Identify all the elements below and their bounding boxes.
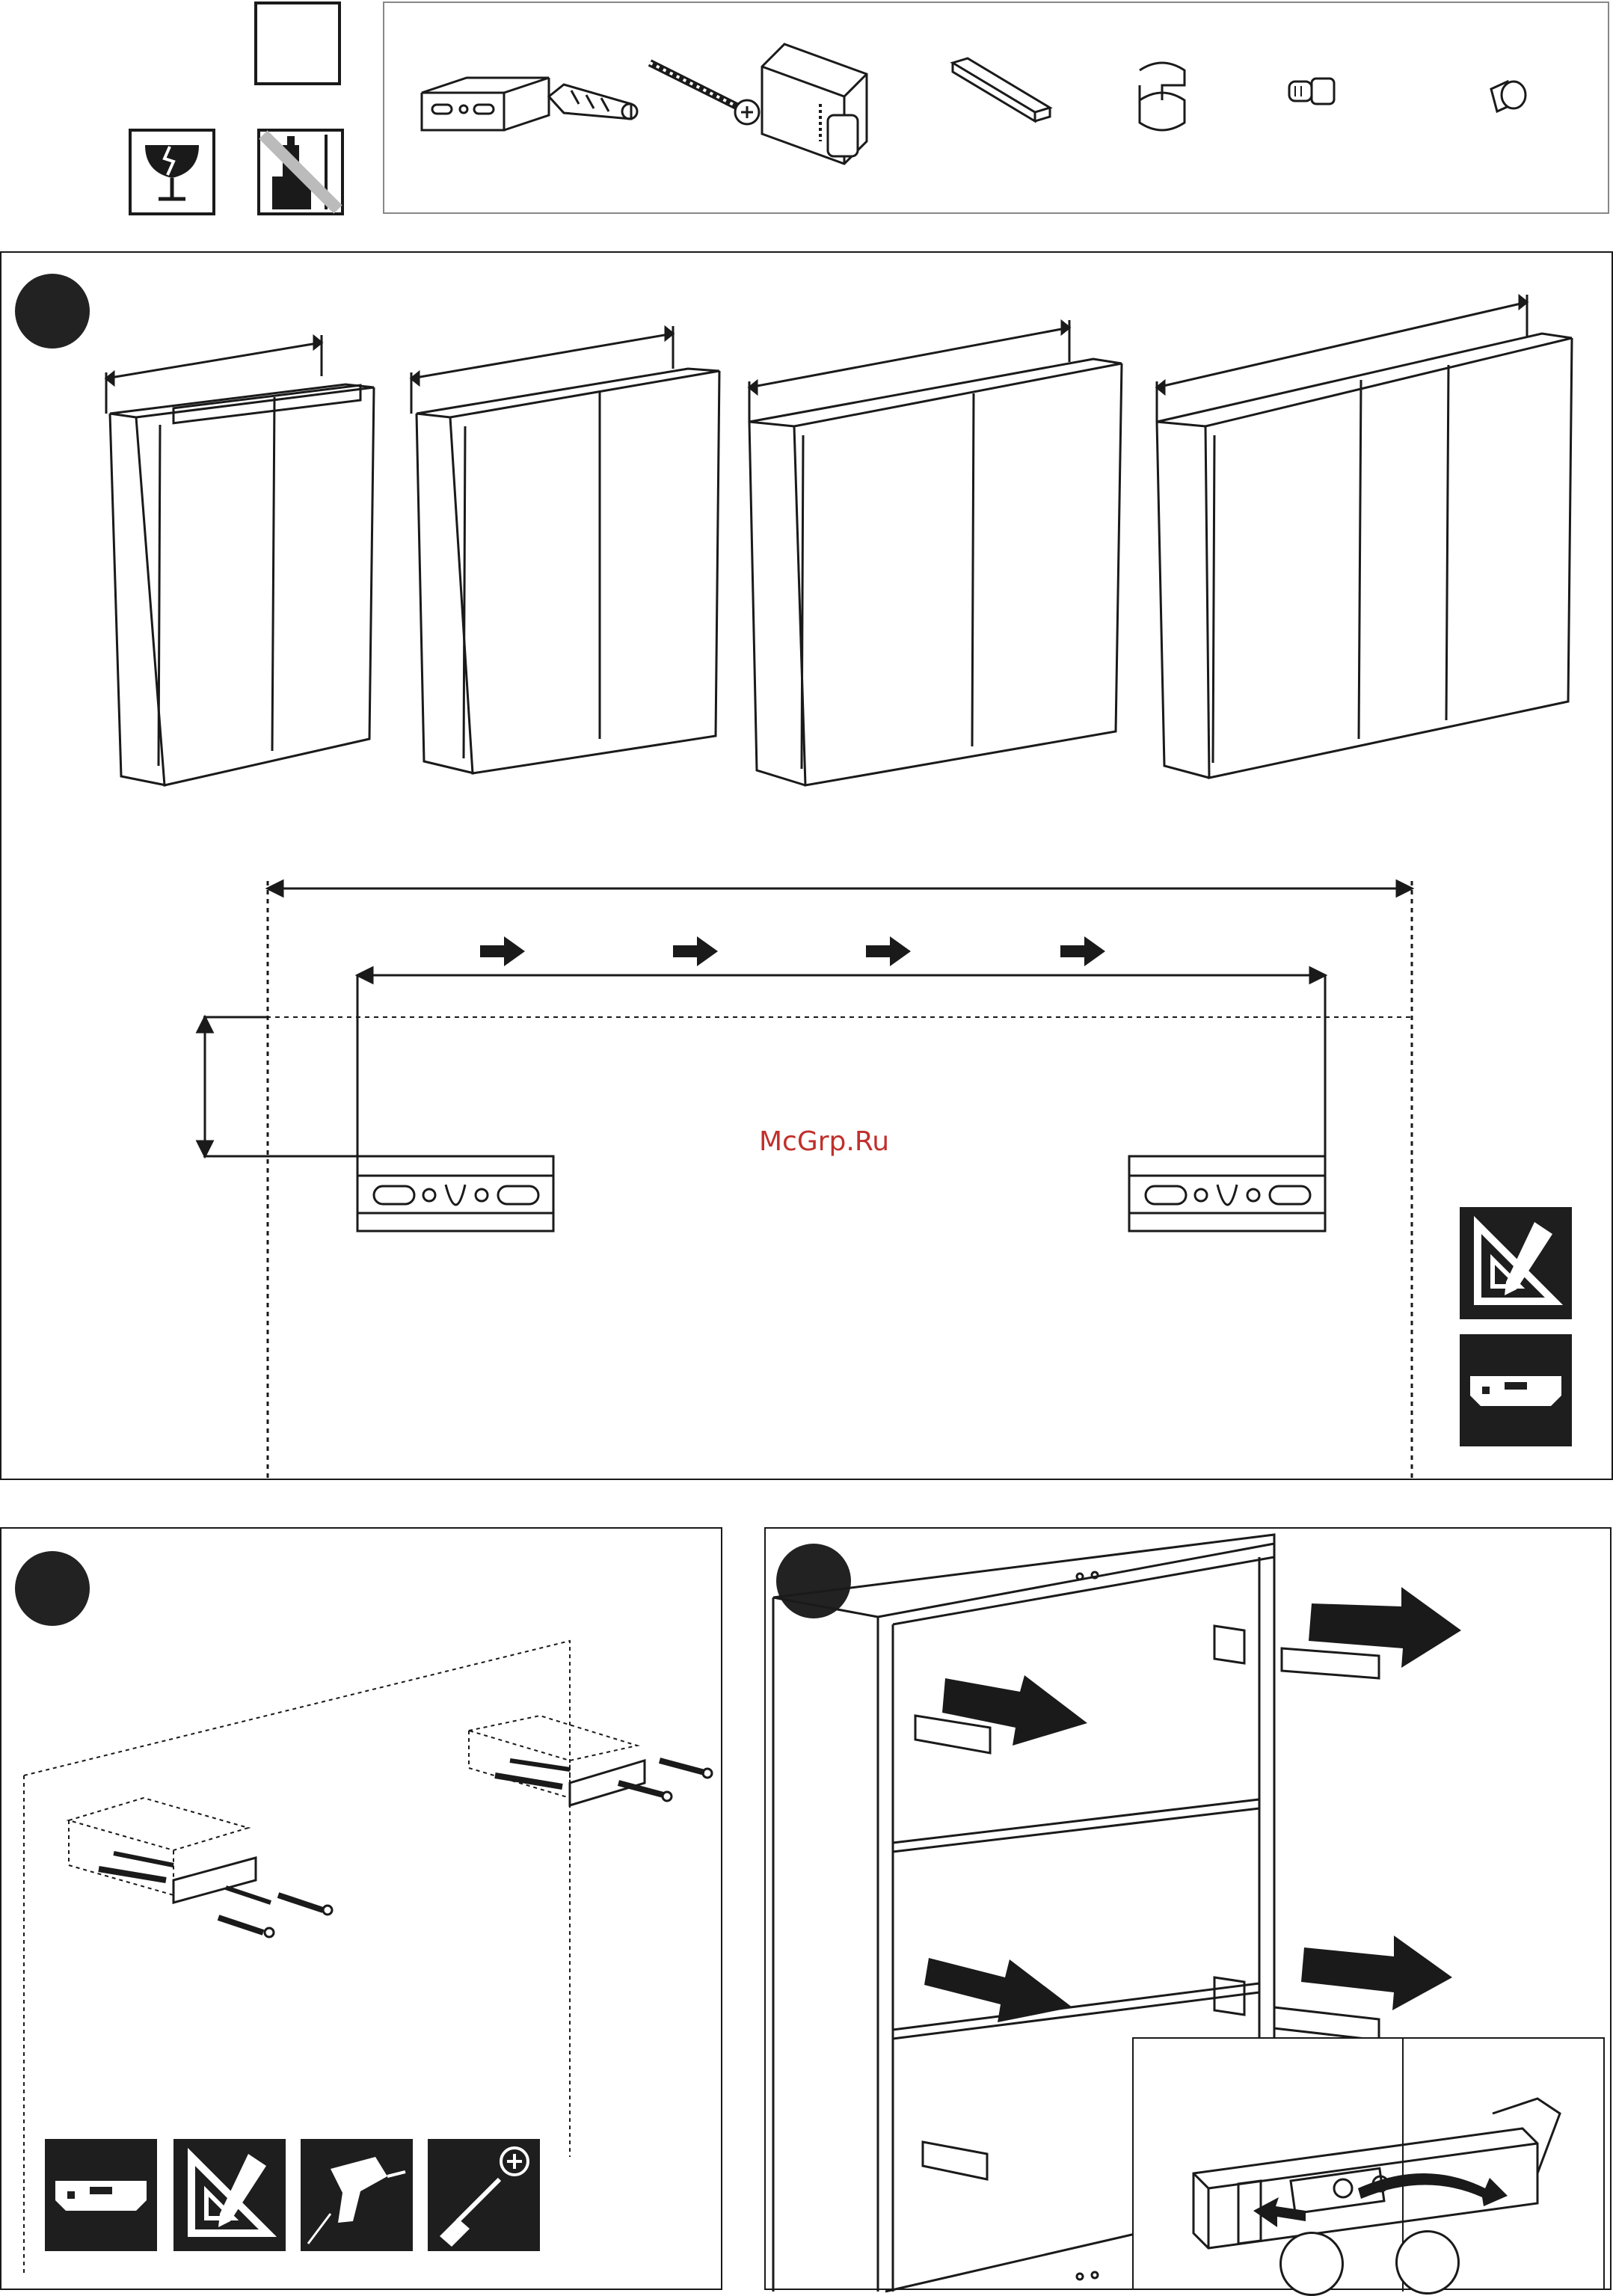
detail-circle-2 (1395, 2230, 1460, 2295)
cover-cap-icon (1491, 82, 1526, 111)
phillips-screwdriver-icon (428, 2139, 540, 2251)
removal-arrows (924, 1587, 1461, 2022)
watermark-text: McGrp.Ru (758, 1126, 890, 1157)
direction-arrows (480, 936, 1105, 966)
parts-box (383, 1, 1609, 214)
blank-box-icon (254, 1, 341, 85)
screw-icon (650, 63, 759, 124)
three-door-cabinet (1157, 295, 1572, 778)
marking-icon (1460, 1207, 1572, 1319)
spirit-level-icon (1460, 1334, 1572, 1446)
hinge-icon (762, 44, 867, 164)
detail-circle-1 (1279, 2232, 1344, 2296)
step-2-panel (0, 1527, 722, 2290)
wall-bracket-assembly-left (69, 1798, 332, 1937)
height-dimension (197, 1017, 357, 1156)
fragile-glass-icon (129, 129, 215, 215)
shelf-clip-icon (1140, 63, 1185, 130)
hinge-detail-inset (1132, 2037, 1605, 2290)
drill-icon (301, 2139, 413, 2251)
step-1-panel (0, 251, 1613, 1480)
two-door-cabinet-small (106, 335, 374, 785)
felt-pad-icon (953, 58, 1050, 121)
two-door-cabinet-medium (411, 326, 719, 773)
wall-bracket-icon (422, 78, 549, 130)
shelf-peg-icon (1289, 79, 1334, 104)
step-3-panel (764, 1527, 1612, 2290)
wall-bracket-left (357, 1156, 553, 1231)
wall-bracket-assembly-right (469, 1716, 712, 1805)
overall-width-dimension (268, 881, 1412, 1479)
wall-bracket-right (1129, 1156, 1325, 1231)
keep-dry-icon (257, 129, 344, 215)
two-door-cabinet-large (749, 320, 1122, 785)
wall-plug-icon (549, 85, 637, 119)
marking-icon (173, 2139, 286, 2251)
spirit-level-icon (45, 2139, 157, 2251)
